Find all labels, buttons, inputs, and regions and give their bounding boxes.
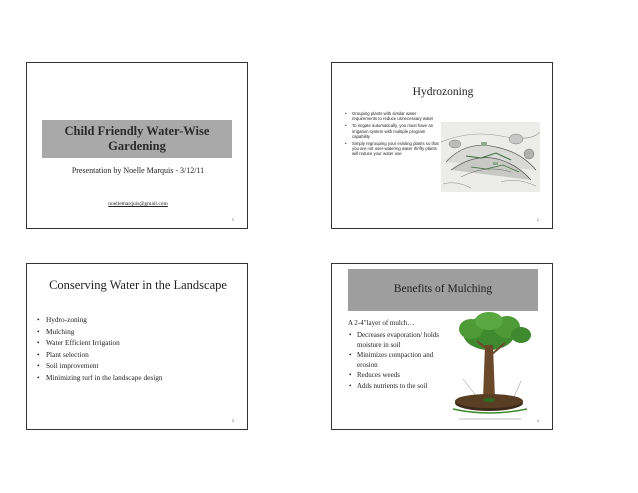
- bullet-item: • Reduces weeds: [348, 371, 452, 381]
- bullet-item: • Mulching: [36, 326, 163, 338]
- page-number: 3: [231, 418, 234, 423]
- mulch-tree-diagram: [451, 311, 547, 426]
- presenter-line: Presentation by Noelle Marquis - 3/12/11: [71, 166, 205, 175]
- intro-text: A 2-4"layer of mulch…: [348, 319, 415, 327]
- bullet-item: • Adds nutrients to the soil: [348, 382, 452, 392]
- bullet-item: • Grouping plants with similar water requirements to reduce unnecessary water: [342, 111, 442, 121]
- slide-2: [331, 62, 553, 229]
- bullet-item: • To irrigate automatically, you must have an irrigation system with multiple program capability: [342, 123, 442, 139]
- slide-4: [331, 263, 553, 430]
- page-number: 2: [536, 217, 539, 222]
- slide-1: [26, 62, 248, 229]
- slide-title: Benefits of Mulching: [393, 283, 493, 295]
- bullet-item: • Simply regrouping your existing plants so that you are not over-watering water thrifty plants will reduce your water use: [342, 141, 442, 157]
- slide-title: Child Friendly Water-Wise Gardening: [64, 124, 210, 153]
- bullet-list: [348, 331, 452, 393]
- bullet-item: • Hydro-zoning: [36, 314, 163, 326]
- slide-title: Conserving Water in the Landscape: [49, 278, 227, 292]
- page-number: 4: [536, 418, 539, 423]
- bullet-item: • Water Efficient Irrigation: [36, 337, 163, 349]
- bullet-item: • Soil improvement: [36, 360, 163, 372]
- bullet-item: • Minimizes compaction and erosion: [348, 351, 452, 370]
- bullet-list: [36, 314, 163, 383]
- page-number: 1: [231, 217, 234, 222]
- slide-title: Hydrozoning: [412, 86, 474, 98]
- bullet-item: • Plant selection: [36, 349, 163, 361]
- bullet-item: • Minimizing turf in the landscape design: [36, 372, 163, 384]
- hydrozone-garden-image: [441, 122, 540, 192]
- slide-3: [26, 263, 248, 430]
- bullet-list: [342, 111, 442, 159]
- bullet-item: • Decreases evaporation/ holds moisture in soil: [348, 331, 452, 350]
- email-link[interactable]: noellemarquis@gmail.com: [108, 201, 168, 207]
